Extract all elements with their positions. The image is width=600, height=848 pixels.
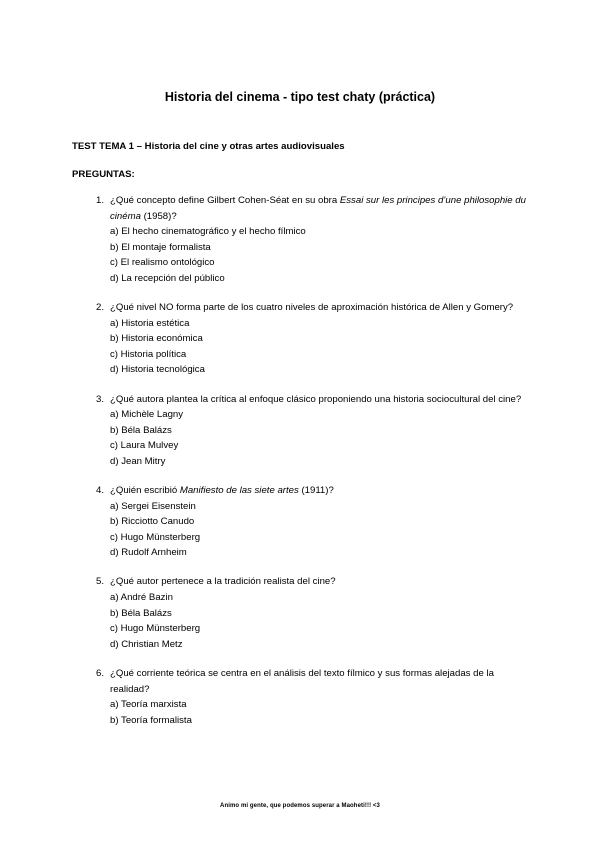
question-text-part: ¿Qué concepto define Gilbert Cohen-Séat en su obra [110,195,340,206]
option-list [72,407,532,469]
option-b: b) Historia económica [110,333,203,345]
option-d: d) Rudolf Arnheim [110,547,187,559]
question-text: ¿Qué corriente teórica se centra en el análisis del texto fílmico y sus formas alejadas de la realidad? [110,667,494,695]
question-4 [72,483,532,561]
question-text [110,193,532,224]
question-number: 6. [95,667,104,679]
work-title: Essai sur les principes d’une philosophie du cinéma [110,195,526,222]
question-text-part: (1911)? [298,485,334,496]
question-1 [72,193,532,287]
option-c: c) El realismo ontológico [110,257,215,269]
option-list [72,499,532,561]
question-number: 1. [95,195,104,206]
question-text-part: (1958)? [140,210,177,222]
option-c: c) Historia política [110,348,187,360]
question-text-part: ¿Quién escribió [110,485,180,496]
option-list [72,316,532,378]
option-a: a) Michèle Lagny [110,409,184,421]
option-a: a) André Bazin [110,592,173,604]
option-c: c) Hugo Münsterberg [110,531,201,543]
option-b: b) Béla Balázs [110,607,172,619]
document-title: Historia del cinema - tipo test chaty (práctica) [164,90,436,104]
option-c: c) Hugo Münsterberg [110,623,201,635]
option-b: b) Ricciotto Canudo [110,516,195,528]
option-list [72,590,532,652]
question-6 [72,666,532,728]
question-5 [72,574,532,652]
question-text: ¿Qué autora plantea la crítica al enfoque clásico proponiendo una historia sociocultural del cine? [110,393,522,405]
preguntas-label: PREGUNTAS: [72,169,135,180]
option-c: c) Laura Mulvey [110,440,179,452]
question-number: 2. [95,302,104,314]
question-text: ¿Qué nivel NO forma parte de los cuatro niveles de aproximación histórica de Allen y Gomery? [110,302,514,314]
option-a: a) El hecho cinematográfico y el hecho fílmico [110,226,306,238]
question-list [72,193,532,742]
option-a: a) Teoría marxista [110,699,187,711]
option-b: b) Teoría formalista [110,714,192,726]
question-number: 3. [95,393,104,405]
option-list [72,697,532,728]
option-d: d) Christian Metz [110,638,183,650]
option-list [72,224,532,286]
question-3 [72,392,532,470]
option-a: a) Sergei Eisenstein [110,500,196,512]
option-d: d) Jean Mitry [110,455,166,467]
option-b: b) El montaje formalista [110,241,211,253]
option-d: d) Historia tecnológica [110,364,205,376]
option-d: d) La recepción del público [110,272,225,284]
option-a: a) Historia estética [110,317,190,329]
question-number: 4. [95,485,104,496]
work-title: Manifiesto de las siete artes [179,485,299,496]
page-footer: Animo mi gente, que podemos superar a Maoheti!!! <3 [220,803,380,809]
question-number: 5. [95,576,104,588]
question-text: ¿Qué autor pertenece a la tradición realista del cine? [110,576,336,588]
question-text [110,483,532,499]
test-heading: TEST TEMA 1 – Historia del cine y otras artes audiovisuales [72,141,345,152]
option-b: b) Béla Balázs [110,424,172,436]
question-2 [72,300,532,378]
